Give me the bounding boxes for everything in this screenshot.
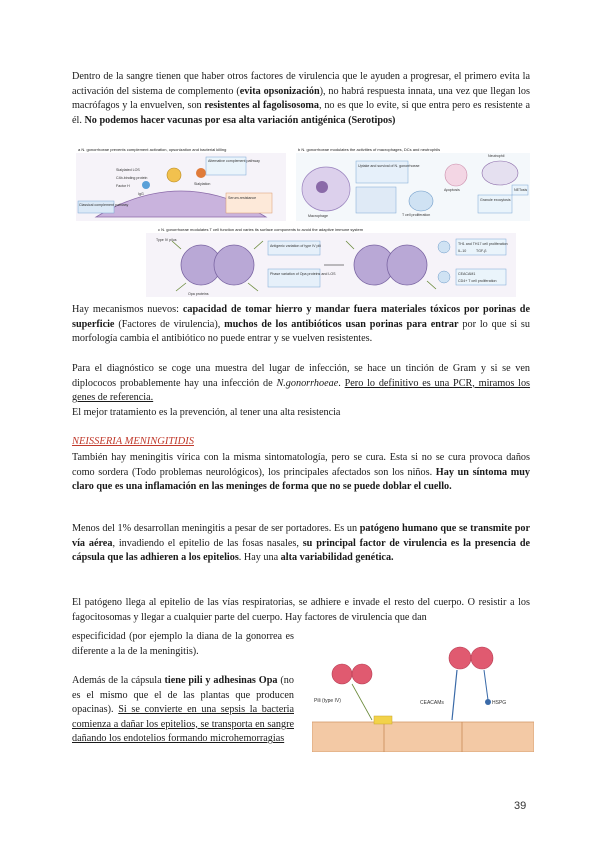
svg-text:Factor H: Factor H: [116, 184, 130, 188]
label-hspg: HSPG: [492, 700, 507, 706]
bold-fagolisosoma: resistentes al fagolisosoma: [204, 100, 320, 112]
svg-text:Granule exocytosis: Granule exocytosis: [480, 198, 511, 202]
svg-text:T cell proliferation: T cell proliferation: [402, 213, 431, 217]
bold-sintoma-cuello: Hay un síntoma muy claro que es una inflamación en las meninges de forma que no se puede doblar el cuello.: [72, 466, 530, 493]
species-name: N.gonorrhoeae: [276, 377, 339, 389]
paragraph-virulence-blood: Dentro de la sangre tienen que haber otros factores de virulencia que le ayuden a progresar, el primero evita la activación del sistema de complemento (evita opsonización), no habrá respuesta innata, una vez que llegan los macrófagos y la envuelven, son resistentes al fagolisosoma, no es que lo evite, si que entra pero es resistente a él. No podemos hacer vacunas por esa alta variación antigénica (Serotipos): [72, 71, 530, 126]
section-heading: NEISSERIA MENINGITIDIS: [72, 436, 194, 447]
paragraph-diagnostico: Para el diagnóstico se coge una muestra del lugar de infección, se hace un tinción de Gram y si se ven diplococos probablemente hay una infección de N.gonorrhoeae. Pero lo definitivo es una PCR, miramos los genes de referencia.: [72, 363, 531, 404]
bold-pili-opa: tiene pili y adhesinas Opa: [164, 675, 278, 686]
svg-text:Opa proteins: Opa proteins: [188, 292, 209, 296]
underlined-sepsis: Si se convierte en una sepsis la bacteria comienza a dañar los epitelios, se transporta en sangre dañando los endotelios formando microhemorragias: [72, 704, 294, 745]
label-pili: Pili (type IV): [314, 698, 341, 704]
svg-text:Sialylation: Sialylation: [194, 182, 211, 186]
factor-h: [196, 168, 206, 178]
svg-text:CD4+ T cell proliferation: CD4+ T cell proliferation: [458, 279, 497, 283]
igg-marker: [142, 181, 150, 189]
paragraph-tratamiento: El mejor tratamiento es la prevención, al tener una alta resistencia: [72, 407, 341, 418]
bold-hierro-porinas: capacidad de tomar hierro y mandar fuera materiales tóxicos por porinas de superficie: [72, 304, 530, 330]
t-cell: [409, 191, 433, 211]
paragraph-pili-opa: Además de la cápsula tiene pili y adhesinas Opa (no es el mismo que el de las plantas que producen opacinas). Si se convierte en una sepsis la bacteria comienza a dañar los epitelios, se transporta en sangre dañando los endotelios formando microhemorragias: [72, 675, 294, 745]
svg-text:TH1 and TH17 cell proliferatio: TH1 and TH17 cell proliferation: [458, 242, 508, 246]
paragraph-patogeno-epitelio: El patógeno llega al epitelio de las vías respiratorias, se adhiere e invade el resto del cuerpo. O resistir a los fagocitosomas y llegar a cualquier parte del cuerpo. Hay factores de virulencia que dan: [72, 597, 530, 623]
bold-antibioticos-porinas: muchos de los antibióticos usan porinas para entrar: [224, 318, 459, 330]
svg-text:Phase variation of Opa protein: Phase variation of Opa proteins and LOS: [270, 272, 336, 276]
svg-text:Alternative complement pathway: Alternative complement pathway: [208, 159, 260, 163]
svg-text:Uptake and survival of N. gono: Uptake and survival of N. gonorrhoeae: [358, 164, 420, 168]
panel-a-title: a N. gonorrhoeae prevents complement activation, opsonization and bacterial killing: [78, 147, 227, 152]
svg-text:Type IV pilus: Type IV pilus: [156, 238, 177, 242]
svg-text:Macrophage: Macrophage: [308, 214, 328, 218]
svg-text:CEACAM1: CEACAM1: [458, 272, 476, 276]
bacterium-left: [332, 664, 372, 720]
bold-variabilidad: alta variabilidad genética.: [280, 552, 394, 564]
underlined-pcr: Pero lo definitivo es una PCR, miramos los genes de referencia.: [72, 377, 531, 404]
bacterium-right: [449, 647, 493, 720]
svg-text:NETosis: NETosis: [514, 188, 528, 192]
neutrophil-cell: [482, 161, 518, 185]
svg-text:Serum-resistance: Serum-resistance: [228, 196, 257, 200]
bold-no-vacunas: No podemos hacer vacunas por esa alta variación antigénica (Serotipos): [84, 114, 396, 126]
epithelium-layer: [312, 722, 534, 752]
bold-evita-opsonizacion: evita opsonización: [239, 85, 320, 97]
label-ceacams: CEACAMs: [420, 700, 444, 706]
svg-text:IL-10: IL-10: [458, 249, 467, 253]
bold-capsula: su principal factor de virulencia es la presencia de cápsula que las adhieren a los epitelios: [72, 537, 531, 564]
svg-text:Sialylated LOS: Sialylated LOS: [116, 168, 140, 172]
svg-text:TGF-β: TGF-β: [476, 249, 487, 253]
figure-immune-evasion: [76, 145, 530, 297]
figure-epithelial-adhesion: [312, 640, 534, 752]
paragraph-especificidad: especificidad (por ejemplo la diana de la gonorrea es diferente a la de la meningitis).: [72, 631, 294, 657]
paragraph-meningitis-virica: También hay meningitis vírica con la misma sintomatología, pero se cura. Esta si no se cura provoca daños como sordera (Todo problemas neurológicos), los principales afectados son los niños. Hay un síntoma muy claro que es una inflamación en las meninges de forma que no se puede doblar el cuello.: [72, 452, 530, 493]
paragraph-portadores: Menos del 1% desarrollan meningitis a pesar de ser portadores. Es un patógeno humano que se transmite por vía aérea, invadiendo el epitelio de las fosas nasales, su principal factor de virulencia es la presencia de cápsula que las adhieren a los epitelios. Hay una alta variabilidad genética.: [72, 523, 531, 564]
svg-text:Neutrophil: Neutrophil: [488, 154, 505, 158]
svg-text:C4b-binding protein: C4b-binding protein: [116, 176, 148, 180]
panel-b-title: b N. gonorrhoeae modulates the activities of macrophages, DCs and neutrophils: [298, 147, 441, 152]
page-number: 39: [514, 800, 527, 812]
microvilli: [374, 716, 392, 724]
svg-text:IgG: IgG: [138, 192, 144, 196]
panel-c-title: c N. gonorrhoeae modulates T cell function and varies its surface components to avoid the adaptive immune system: [158, 227, 364, 232]
bold-via-aerea: patógeno humano que se transmite por vía aérea: [72, 523, 530, 549]
svg-text:Apoptosis: Apoptosis: [444, 188, 460, 192]
paragraph-mecanismos: Hay mecanismos nuevos: capacidad de tomar hierro y mandar fuera materiales tóxicos por porinas de superficie (Factores de virulencia), muchos de los antibióticos usan porinas para entrar por lo que si su morfología cambia el antibiótico no puede entrar y se vuelven resistentes.: [72, 304, 530, 345]
complement-protein: [167, 168, 181, 182]
svg-text:Antigenic variation of type IV: Antigenic variation of type IV pili: [270, 244, 321, 248]
svg-text:Classical complement pathway: Classical complement pathway: [79, 203, 129, 207]
